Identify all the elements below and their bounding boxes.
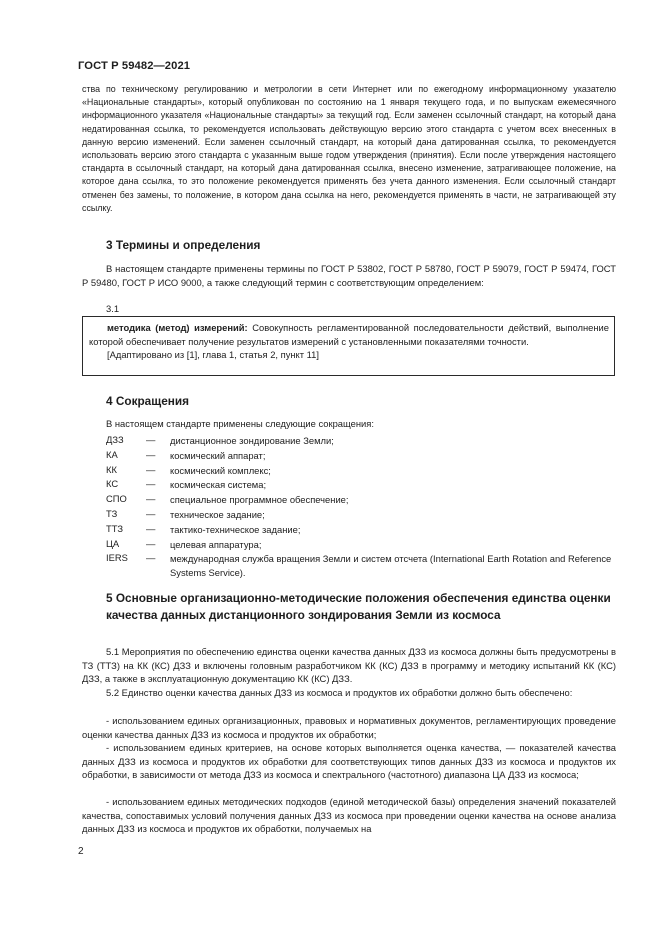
abbreviation-code: КК (106, 463, 117, 475)
section-4-intro: В настоящем стандарте применены следующие сокращения: (106, 418, 374, 429)
abbreviation-definition: космический комплекс; (170, 464, 271, 476)
intro-paragraph: ства по техническому регулированию и метрологии в сети Интернет или по ежегодному информационному указателю «Национальные стандарты», который опубликован по состоянию на 1 января текущего года, и по выпускам ежемесячного информационного указателя «Национальные стандарты» за текущий год. Если заменен ссылочный стандарт, на который дана недатированная ссылка, то рекомендуется использовать действующую версию этого стандарта с учетом всех внесенных в данную версию изменений. Если заменен ссылочный стандарт, на который дана датированная ссылка, то рекомендуется использовать версию этого стандарта с указанным выше годом утверждения (принятия). Если после утверждения настоящего стандарта в ссылочный стандарт, на который дана датированная ссылка, внесено изменение, затрагивающее положение, на которое дана ссылка, то это положение рекомендуется применять без учета данного изменения. Если ссылочный стандарт отменен без замены, то положение, в котором дана ссылка на него, рекомендуется применять в части, не затрагивающей эту ссылку. (82, 84, 616, 213)
section-4-title: 4 Сокращения (106, 394, 190, 408)
abbreviation-definition: дистанционное зондирование Земли; (170, 435, 334, 446)
term-number: 3.1 (106, 303, 120, 314)
term-definition: Совокупность регламентированной последовательности действий, выполнение которой обеспечивает получение результатов измерений с установленными показателями точности. (89, 322, 609, 347)
abbreviation-row (106, 538, 616, 553)
abbreviation-row (106, 449, 616, 464)
term-definition-box (82, 316, 615, 376)
section-5-title: 5 Основные организационно-методические положения обеспечения единства оценки качества данных дистанционного зондирования Земли из космоса (106, 591, 611, 622)
abbreviation-code: КА (106, 448, 118, 460)
abbreviation-row (106, 464, 616, 479)
term-name: методика (метод) измерений: (107, 322, 248, 333)
clause-5-1: 5.1 Мероприятия по обеспечению единства оценки качества данных ДЗЗ из космоса должны быть предусмотрены в ТЗ (ТТЗ) на КК (КС) ДЗЗ и включены головным разработчиком КК (КС) ДЗЗ в программу и методику испытаний КК (КС) ДЗЗ, а также в эксплуатационную документацию КК (КС) ДЗЗ. (82, 646, 616, 684)
abbreviation-row (106, 523, 616, 538)
abbreviation-dash: — (146, 522, 156, 534)
abbreviation-code: IERS (106, 552, 128, 564)
abbreviation-code: КС (106, 478, 119, 490)
term-source: [Адаптировано из [1], глава 1, статья 2, пункт 11] (107, 349, 319, 360)
abbreviation-dash: — (146, 434, 156, 445)
abbreviation-row (106, 508, 616, 523)
document-header-code: ГОСТ Р 59482—2021 (78, 60, 191, 72)
clause-5-2-bullet-3: - использованием единых методических подходов (единой методической базы) определения значений показателей качества, сопоставимых условий получения данных ДЗЗ из космоса при проведении оценки качества на основе анализа данных ДЗЗ из космоса и продуктов их обработки, получаемых на (82, 796, 616, 834)
section-3-intro: В настоящем стандарте применены термины по ГОСТ Р 53802, ГОСТ Р 58780, ГОСТ Р 59079, ГОСТ Р 59474, ГОСТ Р 59480, ГОСТ Р ИСО 9000, а также следующий термин с соответствующим определением: (82, 263, 616, 288)
abbreviation-definition: международная служба вращения Земли и систем отсчета (International Earth Rotation and Reference Systems Service). (170, 553, 612, 578)
abbreviation-code: СПО (106, 493, 127, 505)
abbreviation-dash: — (146, 507, 156, 519)
abbreviation-definition: тактико-техническое задание; (170, 523, 301, 535)
abbreviation-row (106, 493, 616, 508)
abbreviation-dash: — (146, 552, 156, 564)
abbreviation-row (106, 434, 616, 449)
abbreviation-dash: — (146, 493, 156, 505)
term-definition-text (89, 321, 609, 362)
abbreviation-row (106, 552, 616, 580)
abbreviation-code: ЦА (106, 537, 120, 549)
abbreviation-definition: космическая система; (170, 479, 267, 491)
abbreviation-dash: — (146, 463, 156, 475)
abbreviation-list (106, 434, 616, 580)
abbreviation-definition: космический аппарат; (170, 449, 266, 461)
clause-5-2-bullet-1: - использованием единых организационных, правовых и нормативных документов, регламентирующих проведение оценки качества данных ДЗЗ из космоса и продуктов их обработки; (82, 715, 616, 740)
abbreviation-definition: техническое задание; (170, 508, 265, 520)
page-number: 2 (78, 846, 84, 857)
abbreviation-dash: — (146, 537, 156, 549)
section-3-title: 3 Термины и определения (106, 238, 261, 252)
abbreviation-row (106, 478, 616, 493)
clause-5-2: 5.2 Единство оценки качества данных ДЗЗ из космоса и продуктов их обработки должно быть обеспечено: (106, 687, 573, 698)
abbreviation-definition: специальное программное обеспечение; (170, 494, 349, 506)
term-paragraph (89, 321, 609, 348)
abbreviation-code: ТТЗ (106, 522, 124, 534)
abbreviation-dash: — (146, 478, 156, 490)
abbreviation-code: ТЗ (106, 507, 118, 519)
abbreviation-code: ДЗЗ (106, 434, 124, 445)
abbreviation-dash: — (146, 448, 156, 460)
clause-5-2-bullet-2: - использованием единых критериев, на основе которых выполняется оценка качества, — показателей качества данных ДЗЗ из космоса и продуктов их обработки для соответствующих типов данных ДЗЗ из космоса и продуктов их обработки, в зависимости от метода ДЗЗ из космоса и спектрального (частотного) диапазона ЦА ДЗЗ из космоса; (82, 742, 616, 780)
abbreviation-definition: целевая аппаратура; (170, 538, 262, 550)
